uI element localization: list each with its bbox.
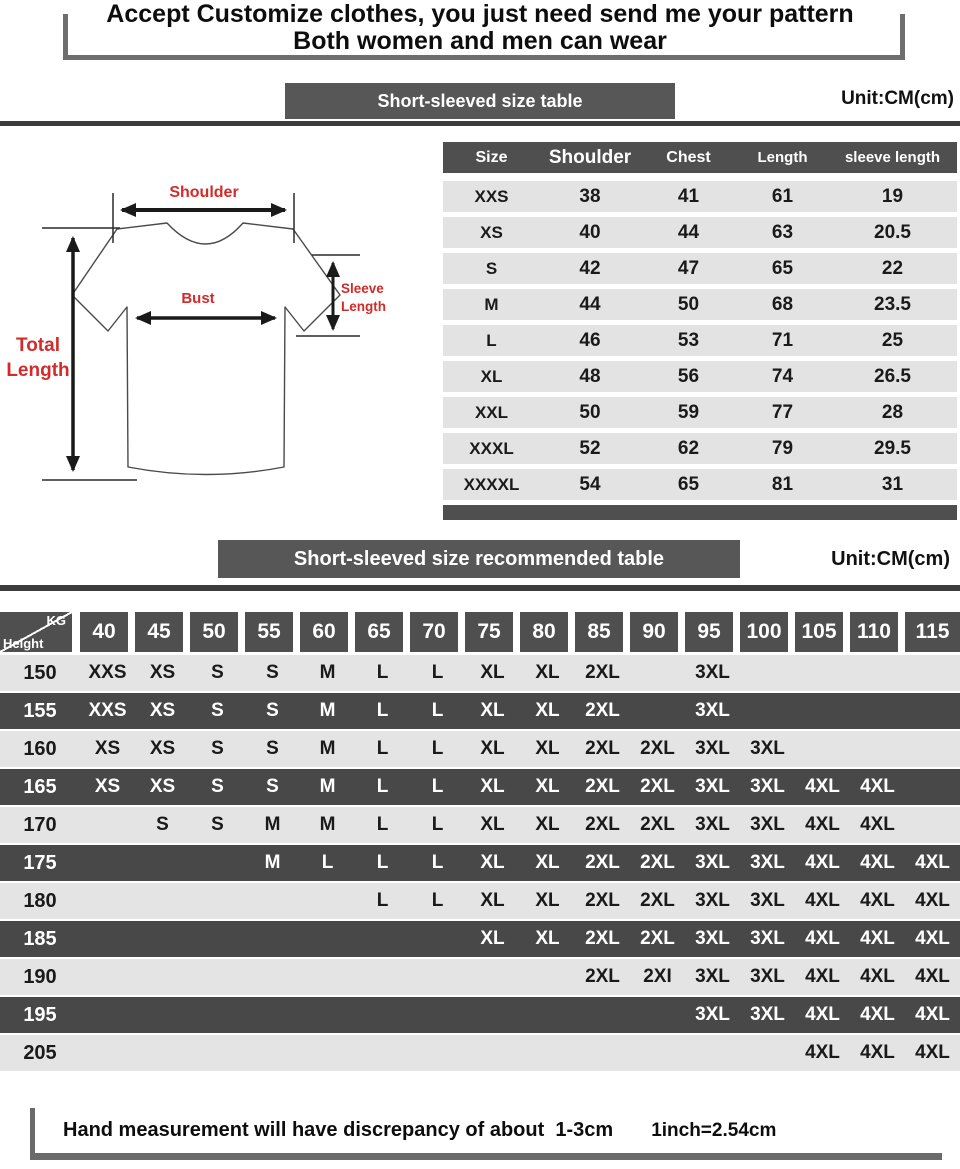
recommended-size-cell: S [211, 662, 224, 683]
recommended-size-cell: L [431, 700, 444, 721]
recommended-size-cell: 3XL [750, 814, 785, 835]
size-table-row [443, 325, 957, 356]
recommended-size-cell: 4XL [915, 1042, 950, 1063]
recommended-size-cell: M [319, 738, 336, 759]
size-value-cell: 19 [881, 185, 904, 207]
size-table-header-row [443, 142, 957, 173]
size-value-cell: 25 [881, 329, 904, 351]
recommended-size-cell: XL [535, 852, 560, 873]
recommended-size-cell: 4XL [860, 852, 895, 873]
recommended-size-cell: S [266, 738, 279, 759]
recommended-table-row [0, 769, 960, 805]
corner-kg-label: KG [46, 613, 66, 628]
recommended-size-cell: 2XL [585, 700, 620, 721]
size-value-cell: 79 [771, 437, 794, 459]
size-value-cell: 65 [677, 473, 700, 495]
recommended-table-row [0, 693, 960, 729]
size-label-cell: XS [480, 222, 503, 242]
recommended-size-cell: XXS [88, 700, 127, 721]
recommended-table-row [0, 997, 960, 1033]
size-value-cell: 46 [579, 329, 601, 351]
size-value-cell: 54 [579, 473, 601, 495]
recommended-size-cell: XS [149, 738, 176, 759]
recommended-size-cell: M [319, 700, 336, 721]
recommended-size-cell: 3XL [695, 890, 730, 911]
recommended-size-cell: M [264, 814, 281, 835]
recommended-table-row [0, 883, 960, 919]
recommended-size-cell: 2XL [640, 928, 675, 949]
recommended-size-cell: 4XL [915, 852, 950, 873]
size-table-row [443, 361, 957, 392]
size-value-cell: 44 [677, 221, 700, 243]
recommended-size-cell: S [266, 662, 279, 683]
recommended-size-cell: L [376, 662, 389, 683]
recommended-size-cell: XL [480, 890, 505, 911]
weight-column-header: 100 [740, 612, 795, 652]
bust-label: Bust [181, 290, 215, 307]
recommended-size-cell: M [264, 852, 281, 873]
size-value-cell: 59 [677, 401, 700, 423]
corner-height-label: Height [3, 636, 44, 651]
size-value-cell: 77 [771, 401, 794, 423]
recommended-size-cell: XS [94, 776, 121, 797]
size-value-cell: 38 [579, 185, 601, 207]
recommended-size-cell: XL [480, 928, 505, 949]
size-table-row [443, 253, 957, 284]
recommended-size-cell: 2XI [643, 966, 672, 987]
recommended-size-cell: XS [94, 738, 121, 759]
recommended-size-cell: XL [535, 776, 560, 797]
recommended-size-cell: XS [149, 776, 176, 797]
height-row-label: 155 [23, 699, 57, 722]
recommended-size-cell: L [431, 814, 444, 835]
recommended-size-cell: L [376, 814, 389, 835]
size-value-cell: 40 [579, 221, 601, 243]
recommended-size-cell: 4XL [860, 814, 895, 835]
size-table-row [443, 217, 957, 248]
weight-column-header: 65 [355, 612, 410, 652]
recommended-size-cell: 2XL [585, 662, 620, 683]
recommended-size-cell: 4XL [805, 966, 840, 987]
size-table-row [443, 433, 957, 464]
recommended-size-cell: M [319, 776, 336, 797]
weight-column-header: 80 [520, 612, 575, 652]
recommended-size-cell: XS [149, 662, 176, 683]
recommended-size-cell: 4XL [860, 890, 895, 911]
weight-column-header: 110 [850, 612, 905, 652]
height-row-label: 175 [23, 851, 57, 874]
size-table-footer-bar [443, 505, 957, 520]
page-title-line2: Both women and men can wear [293, 27, 667, 55]
size-column-header: Size [475, 148, 508, 166]
size-value-cell: 41 [677, 185, 700, 207]
size-value-cell: 31 [881, 473, 904, 495]
height-row-label: 195 [23, 1003, 57, 1026]
section1-unit-label: Unit:CM(cm) [841, 88, 954, 109]
recommended-size-cell: 4XL [860, 966, 895, 987]
size-value-cell: 53 [677, 329, 700, 351]
divider-1 [0, 121, 960, 126]
recommended-size-cell: 2XL [640, 852, 675, 873]
recommended-size-cell: XL [535, 738, 560, 759]
recommended-table-header-row [0, 612, 960, 652]
recommended-size-cell: 4XL [860, 928, 895, 949]
recommended-table-row [0, 1035, 960, 1071]
recommended-size-cell: 4XL [915, 966, 950, 987]
shoulder-label: Shoulder [169, 184, 239, 201]
recommended-size-cell: 3XL [750, 738, 785, 759]
recommended-size-cell: S [266, 700, 279, 721]
recommended-size-cell: 2XL [585, 776, 620, 797]
recommended-size-cell: 4XL [805, 928, 840, 949]
size-value-cell: 50 [579, 401, 601, 423]
recommended-size-cell: 4XL [805, 1042, 840, 1063]
recommended-size-cell: S [211, 700, 224, 721]
measurement-note: Hand measurement will have discrepancy of about 1-3cm [63, 1119, 614, 1141]
recommended-size-cell: 2XL [585, 966, 620, 987]
weight-column-header: 85 [575, 612, 630, 652]
recommended-size-cell: 4XL [805, 776, 840, 797]
recommended-size-cell: XL [480, 738, 505, 759]
recommended-size-cell: 3XL [695, 966, 730, 987]
recommended-size-cell: 2XL [585, 852, 620, 873]
recommended-size-cell: XS [149, 700, 176, 721]
recommended-size-cell: XL [480, 776, 505, 797]
size-table [443, 142, 957, 520]
recommended-size-cell: S [266, 776, 279, 797]
size-label-cell: XXS [474, 186, 509, 206]
recommended-size-cell: 3XL [750, 966, 785, 987]
divider-2 [0, 585, 960, 591]
inch-conversion-note: 1inch=2.54cm [651, 1119, 777, 1141]
recommended-size-cell: L [431, 890, 444, 911]
size-value-cell: 42 [579, 257, 601, 279]
recommended-size-cell: 4XL [805, 1004, 840, 1025]
weight-column-header: 40 [80, 612, 135, 652]
section1-title: Short-sleeved size table [285, 83, 675, 119]
size-label-cell: XL [480, 366, 503, 386]
recommended-table-row [0, 807, 960, 843]
recommended-size-cell: S [211, 776, 224, 797]
size-column-header: Length [757, 149, 808, 166]
kg-height-corner-cell [0, 612, 80, 652]
tshirt-outline [72, 223, 340, 475]
weight-column-header: 55 [245, 612, 300, 652]
recommended-size-cell: 3XL [695, 738, 730, 759]
size-value-cell: 28 [881, 401, 904, 423]
tshirt-measurement-diagram [0, 133, 430, 518]
recommended-size-cell: 4XL [860, 1042, 895, 1063]
footer-note-box [30, 1108, 942, 1160]
recommended-size-cell: XL [480, 814, 505, 835]
recommended-size-cell: M [319, 814, 336, 835]
size-value-cell: 74 [771, 365, 794, 387]
size-value-cell: 56 [677, 365, 700, 387]
recommended-size-cell: 3XL [695, 700, 730, 721]
recommended-size-cell: 4XL [805, 814, 840, 835]
recommended-size-cell: M [319, 662, 336, 683]
recommended-size-cell: 3XL [750, 928, 785, 949]
recommended-size-cell: 3XL [695, 776, 730, 797]
size-value-cell: 20.5 [874, 221, 911, 243]
recommended-table-row [0, 959, 960, 995]
recommended-size-cell: S [211, 738, 224, 759]
recommended-size-cell: L [431, 738, 444, 759]
weight-column-header: 45 [135, 612, 190, 652]
recommended-table-row [0, 655, 960, 691]
recommended-size-cell: XXS [88, 662, 127, 683]
height-row-label: 160 [23, 737, 57, 760]
size-value-cell: 65 [771, 257, 794, 279]
recommended-size-cell: XL [480, 700, 505, 721]
size-value-cell: 44 [579, 293, 601, 315]
height-row-label: 185 [23, 927, 57, 950]
recommended-size-cell: S [156, 814, 169, 835]
section2-unit-label: Unit:CM(cm) [831, 548, 950, 570]
size-label-cell: M [484, 294, 499, 314]
size-value-cell: 52 [579, 437, 601, 459]
recommended-size-cell: XL [535, 928, 560, 949]
recommended-size-cell: 2XL [585, 928, 620, 949]
recommended-size-cell: 4XL [915, 928, 950, 949]
size-column-header: sleeve length [844, 149, 941, 166]
size-label-cell: XXL [474, 402, 509, 422]
weight-column-header: 95 [685, 612, 740, 652]
recommended-size-cell: 2XL [640, 738, 675, 759]
recommended-size-cell: 2XL [640, 776, 675, 797]
recommended-size-cell: 3XL [695, 662, 730, 683]
recommended-size-cell: XL [535, 890, 560, 911]
height-row-label: 205 [23, 1041, 57, 1064]
recommended-size-cell: XL [480, 852, 505, 873]
recommended-size-cell: 4XL [805, 852, 840, 873]
size-value-cell: 26.5 [874, 365, 911, 387]
size-value-cell: 81 [771, 473, 794, 495]
size-value-cell: 68 [771, 293, 794, 315]
size-table-row [443, 397, 957, 428]
weight-column-header: 105 [795, 612, 850, 652]
size-table-row [443, 181, 957, 212]
recommended-size-cell: 3XL [695, 852, 730, 873]
recommended-size-cell: 3XL [750, 852, 785, 873]
size-column-header: Shoulder [548, 146, 632, 168]
size-value-cell: 71 [771, 329, 794, 351]
recommended-size-cell: 3XL [750, 890, 785, 911]
recommended-size-cell: 2XL [585, 814, 620, 835]
weight-column-header: 50 [190, 612, 245, 652]
recommended-size-cell: 2XL [585, 890, 620, 911]
size-value-cell: 48 [579, 365, 601, 387]
size-table-row [443, 469, 957, 500]
recommended-size-cell: XL [535, 700, 560, 721]
size-label-cell: XXXXL [463, 474, 520, 494]
size-value-cell: 47 [677, 257, 700, 279]
size-value-cell: 22 [881, 257, 904, 279]
recommended-size-cell: L [376, 738, 389, 759]
weight-column-header: 60 [300, 612, 355, 652]
size-value-cell: 62 [677, 437, 700, 459]
sleeve-length-label-line2: Length [341, 299, 386, 314]
size-column-header: Chest [666, 148, 711, 166]
height-row-label: 170 [23, 813, 57, 836]
weight-column-header: 75 [465, 612, 520, 652]
recommended-size-cell: L [431, 852, 444, 873]
total-length-label-line1: Total [16, 335, 60, 356]
recommended-size-cell: 4XL [860, 776, 895, 797]
height-row-label: 165 [23, 775, 57, 798]
size-label-cell: L [486, 330, 497, 350]
recommended-size-cell: 3XL [695, 1004, 730, 1025]
recommended-size-cell: 4XL [805, 890, 840, 911]
size-value-cell: 29.5 [874, 437, 911, 459]
size-value-cell: 23.5 [874, 293, 911, 315]
recommended-size-cell: 2XL [585, 738, 620, 759]
recommended-size-cell: L [321, 852, 334, 873]
size-value-cell: 50 [677, 293, 700, 315]
recommended-size-cell: 4XL [915, 1004, 950, 1025]
recommended-size-cell: L [376, 700, 389, 721]
recommended-size-cell: 4XL [860, 1004, 895, 1025]
recommended-size-cell: 3XL [695, 814, 730, 835]
recommended-size-cell: 2XL [640, 814, 675, 835]
size-value-cell: 61 [771, 185, 794, 207]
weight-column-header: 115 [905, 612, 960, 652]
recommended-size-cell: 3XL [695, 928, 730, 949]
recommended-size-cell: XL [535, 662, 560, 683]
recommended-size-cell: L [376, 852, 389, 873]
recommended-size-cell: L [431, 662, 444, 683]
size-label-cell: S [485, 258, 498, 278]
height-row-label: 180 [23, 889, 57, 912]
page-title-line1: Accept Customize clothes, you just need send me your pattern [106, 0, 854, 28]
sleeve-length-label-line1: Sleeve [341, 281, 384, 296]
recommended-size-cell: L [376, 776, 389, 797]
recommended-size-cell: 3XL [750, 1004, 785, 1025]
recommended-size-cell: L [376, 890, 389, 911]
recommended-size-cell: S [211, 814, 224, 835]
recommended-size-table [0, 612, 960, 1073]
recommended-table-row [0, 921, 960, 957]
size-label-cell: XXXL [469, 438, 514, 458]
recommended-size-cell: XL [535, 814, 560, 835]
size-table-row [443, 289, 957, 320]
recommended-size-cell: 2XL [640, 890, 675, 911]
recommended-table-row [0, 731, 960, 767]
recommended-table-row [0, 845, 960, 881]
height-row-label: 150 [23, 661, 57, 684]
weight-column-header: 70 [410, 612, 465, 652]
section2-title: Short-sleeved size recommended table [218, 540, 740, 578]
height-row-label: 190 [23, 965, 57, 988]
size-value-cell: 63 [771, 221, 794, 243]
recommended-size-cell: L [431, 776, 444, 797]
weight-column-header: 90 [630, 612, 685, 652]
total-length-label-line2: Length [6, 360, 70, 381]
recommended-size-cell: 4XL [915, 890, 950, 911]
recommended-size-cell: 3XL [750, 776, 785, 797]
recommended-size-cell: XL [480, 662, 505, 683]
